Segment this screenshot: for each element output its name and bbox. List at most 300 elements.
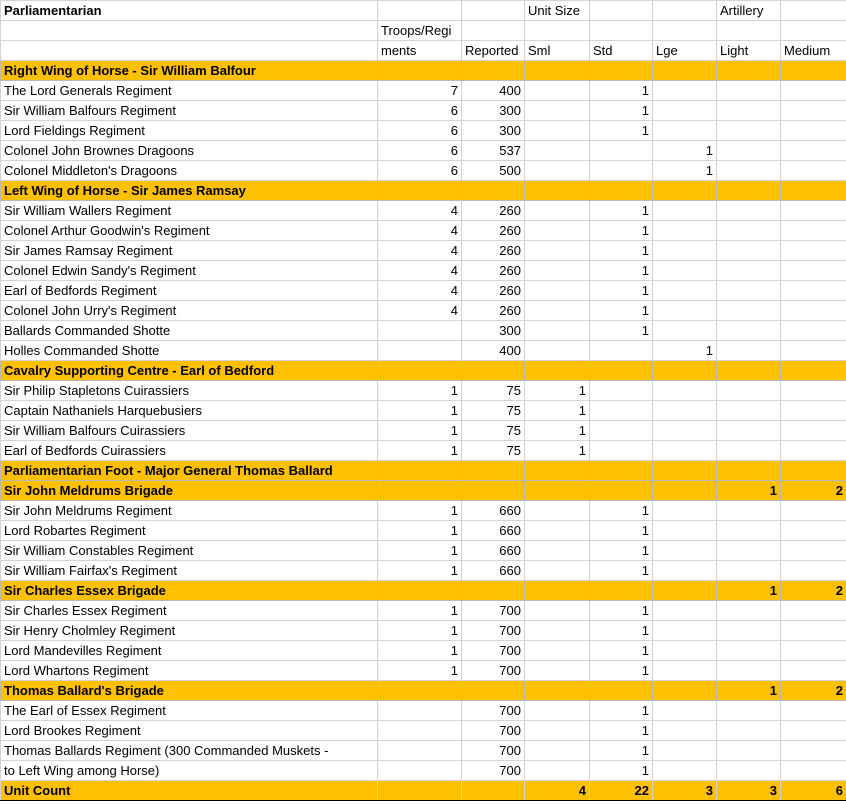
unit-name-cell[interactable]: Sir William Balfours Cuirassiers — [1, 421, 378, 441]
troops-cell[interactable] — [378, 701, 462, 721]
sml-cell[interactable] — [525, 561, 590, 581]
medium-cell[interactable] — [781, 501, 846, 521]
lge-cell[interactable]: 3 — [653, 781, 717, 801]
unit-name-cell[interactable]: Right Wing of Horse - Sir William Balfour — [1, 61, 378, 81]
troops-cell[interactable] — [378, 761, 462, 781]
unit-name-cell[interactable]: to Left Wing among Horse) — [1, 761, 378, 781]
std-cell[interactable] — [590, 361, 653, 381]
medium-cell[interactable] — [781, 381, 846, 401]
troops-cell[interactable]: 4 — [378, 241, 462, 261]
std-cell[interactable]: 1 — [590, 621, 653, 641]
unit-name-cell[interactable]: Unit Count — [1, 781, 378, 801]
reported-cell[interactable]: 260 — [462, 261, 525, 281]
medium-cell[interactable] — [781, 601, 846, 621]
light-cell[interactable] — [717, 741, 781, 761]
reported-cell[interactable]: 700 — [462, 661, 525, 681]
std-cell[interactable]: 1 — [590, 721, 653, 741]
medium-cell[interactable] — [781, 761, 846, 781]
std-cell[interactable]: 1 — [590, 501, 653, 521]
light-cell[interactable] — [717, 661, 781, 681]
light-cell[interactable] — [717, 201, 781, 221]
sml-cell[interactable] — [525, 721, 590, 741]
light-cell[interactable]: 1 — [717, 681, 781, 701]
light-cell[interactable] — [717, 281, 781, 301]
std-cell[interactable] — [590, 141, 653, 161]
troops-cell[interactable]: 6 — [378, 141, 462, 161]
lge-cell[interactable] — [653, 481, 717, 501]
light-cell[interactable] — [717, 601, 781, 621]
light-cell[interactable] — [717, 641, 781, 661]
cell[interactable] — [653, 21, 717, 41]
std-cell[interactable]: 1 — [590, 81, 653, 101]
sml-cell[interactable]: 4 — [525, 781, 590, 801]
light-cell[interactable] — [717, 541, 781, 561]
unit-name-cell[interactable]: Sir William Balfours Regiment — [1, 101, 378, 121]
reported-cell[interactable]: 260 — [462, 281, 525, 301]
troops-header-line1[interactable]: Troops/Regi — [378, 21, 462, 41]
lge-cell[interactable] — [653, 661, 717, 681]
lge-cell[interactable] — [653, 61, 717, 81]
troops-cell[interactable] — [378, 481, 462, 501]
light-cell[interactable] — [717, 381, 781, 401]
lge-cell[interactable]: 1 — [653, 341, 717, 361]
lge-cell[interactable] — [653, 401, 717, 421]
sml-cell[interactable] — [525, 281, 590, 301]
std-cell[interactable]: 1 — [590, 261, 653, 281]
lge-cell[interactable] — [653, 261, 717, 281]
medium-cell[interactable] — [781, 161, 846, 181]
medium-cell[interactable]: 2 — [781, 481, 846, 501]
unit-name-cell[interactable]: Sir Henry Cholmley Regiment — [1, 621, 378, 641]
sml-cell[interactable] — [525, 501, 590, 521]
unit-name-cell[interactable]: Thomas Ballard's Brigade — [1, 681, 378, 701]
unit-size-group-header[interactable]: Unit Size — [525, 1, 590, 21]
reported-cell[interactable] — [462, 461, 525, 481]
troops-cell[interactable]: 1 — [378, 421, 462, 441]
light-cell[interactable] — [717, 101, 781, 121]
reported-cell[interactable]: 660 — [462, 561, 525, 581]
troops-cell[interactable]: 1 — [378, 381, 462, 401]
unit-name-cell[interactable]: Sir John Meldrums Brigade — [1, 481, 378, 501]
medium-cell[interactable] — [781, 541, 846, 561]
light-cell[interactable] — [717, 701, 781, 721]
sml-cell[interactable] — [525, 641, 590, 661]
reported-cell[interactable]: 75 — [462, 421, 525, 441]
light-cell[interactable] — [717, 421, 781, 441]
cell[interactable] — [781, 21, 846, 41]
unit-name-cell[interactable]: Left Wing of Horse - Sir James Ramsay — [1, 181, 378, 201]
medium-cell[interactable] — [781, 741, 846, 761]
lge-cell[interactable] — [653, 81, 717, 101]
std-cell[interactable]: 1 — [590, 701, 653, 721]
std-cell[interactable] — [590, 61, 653, 81]
std-cell[interactable] — [590, 481, 653, 501]
unit-name-cell[interactable]: Sir William Constables Regiment — [1, 541, 378, 561]
std-cell[interactable]: 1 — [590, 601, 653, 621]
troops-cell[interactable]: 4 — [378, 281, 462, 301]
cell[interactable] — [590, 21, 653, 41]
lge-cell[interactable]: 1 — [653, 161, 717, 181]
lge-cell[interactable] — [653, 241, 717, 261]
troops-cell[interactable]: 1 — [378, 601, 462, 621]
lge-cell[interactable] — [653, 721, 717, 741]
sml-cell[interactable] — [525, 141, 590, 161]
unit-name-cell[interactable]: Cavalry Supporting Centre - Earl of Bedford — [1, 361, 378, 381]
lge-cell[interactable] — [653, 181, 717, 201]
std-cell[interactable] — [590, 461, 653, 481]
medium-cell[interactable] — [781, 141, 846, 161]
sml-cell[interactable] — [525, 481, 590, 501]
lge-cell[interactable] — [653, 701, 717, 721]
lge-cell[interactable] — [653, 581, 717, 601]
sml-cell[interactable] — [525, 541, 590, 561]
sml-cell[interactable] — [525, 681, 590, 701]
std-cell[interactable]: 1 — [590, 561, 653, 581]
lge-cell[interactable] — [653, 101, 717, 121]
std-cell[interactable]: 1 — [590, 301, 653, 321]
lge-cell[interactable]: 1 — [653, 141, 717, 161]
unit-name-cell[interactable]: Earl of Bedfords Regiment — [1, 281, 378, 301]
troops-cell[interactable]: 4 — [378, 301, 462, 321]
sml-cell[interactable] — [525, 761, 590, 781]
lge-cell[interactable] — [653, 561, 717, 581]
std-cell[interactable]: 1 — [590, 521, 653, 541]
troops-cell[interactable] — [378, 181, 462, 201]
sml-cell[interactable] — [525, 221, 590, 241]
sml-cell[interactable] — [525, 581, 590, 601]
light-cell[interactable] — [717, 261, 781, 281]
troops-cell[interactable]: 4 — [378, 221, 462, 241]
unit-name-cell[interactable]: Sir William Wallers Regiment — [1, 201, 378, 221]
light-cell[interactable] — [717, 621, 781, 641]
medium-cell[interactable] — [781, 121, 846, 141]
lge-cell[interactable] — [653, 321, 717, 341]
medium-cell[interactable] — [781, 241, 846, 261]
troops-cell[interactable]: 1 — [378, 641, 462, 661]
sml-cell[interactable] — [525, 181, 590, 201]
reported-cell[interactable]: 75 — [462, 381, 525, 401]
light-cell[interactable] — [717, 301, 781, 321]
std-cell[interactable]: 1 — [590, 661, 653, 681]
lge-cell[interactable] — [653, 521, 717, 541]
troops-cell[interactable]: 1 — [378, 561, 462, 581]
lge-cell[interactable] — [653, 361, 717, 381]
reported-cell[interactable]: 700 — [462, 641, 525, 661]
troops-cell[interactable] — [378, 321, 462, 341]
reported-cell[interactable]: 75 — [462, 441, 525, 461]
medium-cell[interactable] — [781, 401, 846, 421]
lge-cell[interactable] — [653, 681, 717, 701]
cell[interactable] — [717, 21, 781, 41]
std-cell[interactable] — [590, 381, 653, 401]
troops-cell[interactable] — [378, 681, 462, 701]
reported-cell[interactable]: 700 — [462, 621, 525, 641]
std-cell[interactable] — [590, 341, 653, 361]
light-cell[interactable] — [717, 81, 781, 101]
troops-header-line2[interactable]: ments — [378, 41, 462, 61]
artillery-group-header[interactable]: Artillery — [717, 1, 781, 21]
troops-cell[interactable]: 1 — [378, 661, 462, 681]
light-cell[interactable] — [717, 181, 781, 201]
medium-header[interactable]: Medium — [781, 41, 846, 61]
medium-cell[interactable] — [781, 261, 846, 281]
reported-cell[interactable]: 700 — [462, 721, 525, 741]
std-cell[interactable]: 1 — [590, 741, 653, 761]
lge-cell[interactable] — [653, 641, 717, 661]
reported-cell[interactable] — [462, 61, 525, 81]
std-cell[interactable] — [590, 161, 653, 181]
lge-cell[interactable] — [653, 741, 717, 761]
light-cell[interactable]: 1 — [717, 581, 781, 601]
medium-cell[interactable] — [781, 281, 846, 301]
reported-cell[interactable]: 700 — [462, 701, 525, 721]
unit-name-cell[interactable]: Colonel John Brownes Dragoons — [1, 141, 378, 161]
sml-cell[interactable] — [525, 301, 590, 321]
light-cell[interactable] — [717, 121, 781, 141]
sml-cell[interactable] — [525, 621, 590, 641]
troops-cell[interactable]: 1 — [378, 621, 462, 641]
reported-cell[interactable]: 260 — [462, 221, 525, 241]
troops-cell[interactable]: 1 — [378, 401, 462, 421]
lge-cell[interactable] — [653, 541, 717, 561]
medium-cell[interactable] — [781, 561, 846, 581]
medium-cell[interactable] — [781, 221, 846, 241]
std-cell[interactable] — [590, 421, 653, 441]
medium-cell[interactable]: 2 — [781, 581, 846, 601]
unit-name-cell[interactable]: Colonel John Urry's Regiment — [1, 301, 378, 321]
light-cell[interactable] — [717, 501, 781, 521]
sml-cell[interactable]: 1 — [525, 441, 590, 461]
std-cell[interactable]: 1 — [590, 541, 653, 561]
std-cell[interactable]: 1 — [590, 101, 653, 121]
std-header[interactable]: Std — [590, 41, 653, 61]
medium-cell[interactable] — [781, 641, 846, 661]
reported-cell[interactable]: 300 — [462, 121, 525, 141]
medium-cell[interactable] — [781, 521, 846, 541]
sml-cell[interactable] — [525, 601, 590, 621]
unit-name-cell[interactable]: Captain Nathaniels Harquebusiers — [1, 401, 378, 421]
unit-name-cell[interactable]: Sir James Ramsay Regiment — [1, 241, 378, 261]
cell[interactable] — [1, 21, 378, 41]
reported-cell[interactable] — [462, 581, 525, 601]
sml-cell[interactable] — [525, 661, 590, 681]
reported-cell[interactable]: 700 — [462, 761, 525, 781]
unit-name-cell[interactable]: Sir Philip Stapletons Cuirassiers — [1, 381, 378, 401]
std-cell[interactable]: 1 — [590, 281, 653, 301]
reported-cell[interactable]: 260 — [462, 301, 525, 321]
lge-cell[interactable] — [653, 201, 717, 221]
reported-cell[interactable] — [462, 481, 525, 501]
troops-cell[interactable]: 6 — [378, 101, 462, 121]
troops-cell[interactable] — [378, 461, 462, 481]
reported-cell[interactable]: 300 — [462, 101, 525, 121]
lge-cell[interactable] — [653, 601, 717, 621]
medium-cell[interactable] — [781, 201, 846, 221]
light-cell[interactable] — [717, 221, 781, 241]
lge-cell[interactable] — [653, 221, 717, 241]
light-cell[interactable] — [717, 361, 781, 381]
lge-cell[interactable] — [653, 301, 717, 321]
troops-cell[interactable]: 1 — [378, 541, 462, 561]
reported-cell[interactable]: 700 — [462, 741, 525, 761]
lge-cell[interactable] — [653, 501, 717, 521]
troops-cell[interactable] — [378, 61, 462, 81]
unit-name-cell[interactable]: Parliamentarian Foot - Major General Thomas Ballard — [1, 461, 378, 481]
cell[interactable] — [590, 1, 653, 21]
unit-name-cell[interactable]: Lord Brookes Regiment — [1, 721, 378, 741]
unit-name-cell[interactable]: Sir Charles Essex Brigade — [1, 581, 378, 601]
std-cell[interactable]: 1 — [590, 221, 653, 241]
troops-cell[interactable]: 6 — [378, 161, 462, 181]
unit-name-cell[interactable]: Sir Charles Essex Regiment — [1, 601, 378, 621]
unit-name-cell[interactable]: The Earl of Essex Regiment — [1, 701, 378, 721]
unit-name-cell[interactable]: Ballards Commanded Shotte — [1, 321, 378, 341]
reported-cell[interactable] — [462, 681, 525, 701]
medium-cell[interactable] — [781, 661, 846, 681]
cell[interactable] — [462, 1, 525, 21]
cell[interactable] — [462, 21, 525, 41]
medium-cell[interactable] — [781, 701, 846, 721]
light-cell[interactable] — [717, 721, 781, 741]
medium-cell[interactable] — [781, 61, 846, 81]
std-cell[interactable] — [590, 181, 653, 201]
std-cell[interactable]: 1 — [590, 321, 653, 341]
light-cell[interactable] — [717, 561, 781, 581]
reported-cell[interactable]: 537 — [462, 141, 525, 161]
lge-cell[interactable] — [653, 281, 717, 301]
light-cell[interactable]: 3 — [717, 781, 781, 801]
unit-name-cell[interactable]: The Lord Generals Regiment — [1, 81, 378, 101]
sml-cell[interactable] — [525, 161, 590, 181]
sml-cell[interactable]: 1 — [525, 381, 590, 401]
troops-cell[interactable]: 1 — [378, 521, 462, 541]
reported-header[interactable]: Reported — [462, 41, 525, 61]
medium-cell[interactable] — [781, 361, 846, 381]
std-cell[interactable] — [590, 401, 653, 421]
unit-name-cell[interactable]: Sir William Fairfax's Regiment — [1, 561, 378, 581]
medium-cell[interactable] — [781, 421, 846, 441]
reported-cell[interactable]: 700 — [462, 601, 525, 621]
sml-cell[interactable] — [525, 741, 590, 761]
sml-cell[interactable] — [525, 701, 590, 721]
std-cell[interactable]: 1 — [590, 201, 653, 221]
sml-cell[interactable] — [525, 201, 590, 221]
medium-cell[interactable] — [781, 81, 846, 101]
troops-cell[interactable] — [378, 581, 462, 601]
troops-cell[interactable]: 1 — [378, 501, 462, 521]
light-cell[interactable] — [717, 341, 781, 361]
unit-name-cell[interactable]: Sir John Meldrums Regiment — [1, 501, 378, 521]
reported-cell[interactable] — [462, 181, 525, 201]
unit-name-cell[interactable]: Lord Fieldings Regiment — [1, 121, 378, 141]
light-cell[interactable] — [717, 61, 781, 81]
sml-header[interactable]: Sml — [525, 41, 590, 61]
lge-cell[interactable] — [653, 421, 717, 441]
unit-name-cell[interactable]: Colonel Middleton's Dragoons — [1, 161, 378, 181]
std-cell[interactable]: 1 — [590, 121, 653, 141]
lge-cell[interactable] — [653, 621, 717, 641]
light-header[interactable]: Light — [717, 41, 781, 61]
sml-cell[interactable] — [525, 461, 590, 481]
sml-cell[interactable] — [525, 321, 590, 341]
sml-cell[interactable] — [525, 61, 590, 81]
reported-cell[interactable]: 260 — [462, 241, 525, 261]
light-cell[interactable] — [717, 461, 781, 481]
light-cell[interactable] — [717, 401, 781, 421]
troops-cell[interactable]: 1 — [378, 441, 462, 461]
lge-cell[interactable] — [653, 121, 717, 141]
troops-cell[interactable] — [378, 781, 462, 801]
medium-cell[interactable]: 6 — [781, 781, 846, 801]
sml-cell[interactable]: 1 — [525, 401, 590, 421]
reported-cell[interactable] — [462, 361, 525, 381]
lge-cell[interactable] — [653, 381, 717, 401]
troops-cell[interactable] — [378, 721, 462, 741]
troops-cell[interactable]: 7 — [378, 81, 462, 101]
unit-name-cell[interactable]: Thomas Ballards Regiment (300 Commanded Muskets - — [1, 741, 378, 761]
unit-name-cell[interactable]: Colonel Edwin Sandy's Regiment — [1, 261, 378, 281]
sheet-title[interactable]: Parliamentarian — [1, 1, 378, 21]
reported-cell[interactable]: 75 — [462, 401, 525, 421]
sml-cell[interactable] — [525, 121, 590, 141]
medium-cell[interactable] — [781, 101, 846, 121]
cell[interactable] — [1, 41, 378, 61]
sml-cell[interactable] — [525, 101, 590, 121]
unit-name-cell[interactable]: Earl of Bedfords Cuirassiers — [1, 441, 378, 461]
reported-cell[interactable]: 300 — [462, 321, 525, 341]
light-cell[interactable] — [717, 141, 781, 161]
unit-name-cell[interactable]: Lord Mandevilles Regiment — [1, 641, 378, 661]
medium-cell[interactable] — [781, 621, 846, 641]
light-cell[interactable] — [717, 321, 781, 341]
std-cell[interactable] — [590, 581, 653, 601]
unit-name-cell[interactable]: Colonel Arthur Goodwin's Regiment — [1, 221, 378, 241]
troops-cell[interactable] — [378, 341, 462, 361]
sml-cell[interactable] — [525, 521, 590, 541]
cell[interactable] — [378, 1, 462, 21]
reported-cell[interactable]: 260 — [462, 201, 525, 221]
medium-cell[interactable] — [781, 721, 846, 741]
light-cell[interactable] — [717, 521, 781, 541]
medium-cell[interactable] — [781, 321, 846, 341]
cell[interactable] — [653, 1, 717, 21]
troops-cell[interactable]: 4 — [378, 261, 462, 281]
light-cell[interactable] — [717, 441, 781, 461]
lge-cell[interactable] — [653, 761, 717, 781]
std-cell[interactable]: 1 — [590, 761, 653, 781]
medium-cell[interactable] — [781, 461, 846, 481]
std-cell[interactable] — [590, 681, 653, 701]
reported-cell[interactable]: 500 — [462, 161, 525, 181]
reported-cell[interactable]: 660 — [462, 521, 525, 541]
light-cell[interactable]: 1 — [717, 481, 781, 501]
sml-cell[interactable] — [525, 261, 590, 281]
troops-cell[interactable] — [378, 741, 462, 761]
sml-cell[interactable] — [525, 81, 590, 101]
medium-cell[interactable] — [781, 181, 846, 201]
std-cell[interactable] — [590, 441, 653, 461]
cell[interactable] — [781, 1, 846, 21]
std-cell[interactable]: 1 — [590, 241, 653, 261]
std-cell[interactable]: 22 — [590, 781, 653, 801]
lge-cell[interactable] — [653, 461, 717, 481]
troops-cell[interactable] — [378, 361, 462, 381]
unit-name-cell[interactable]: Holles Commanded Shotte — [1, 341, 378, 361]
unit-name-cell[interactable]: Lord Whartons Regiment — [1, 661, 378, 681]
cell[interactable] — [525, 21, 590, 41]
sml-cell[interactable]: 1 — [525, 421, 590, 441]
medium-cell[interactable] — [781, 341, 846, 361]
